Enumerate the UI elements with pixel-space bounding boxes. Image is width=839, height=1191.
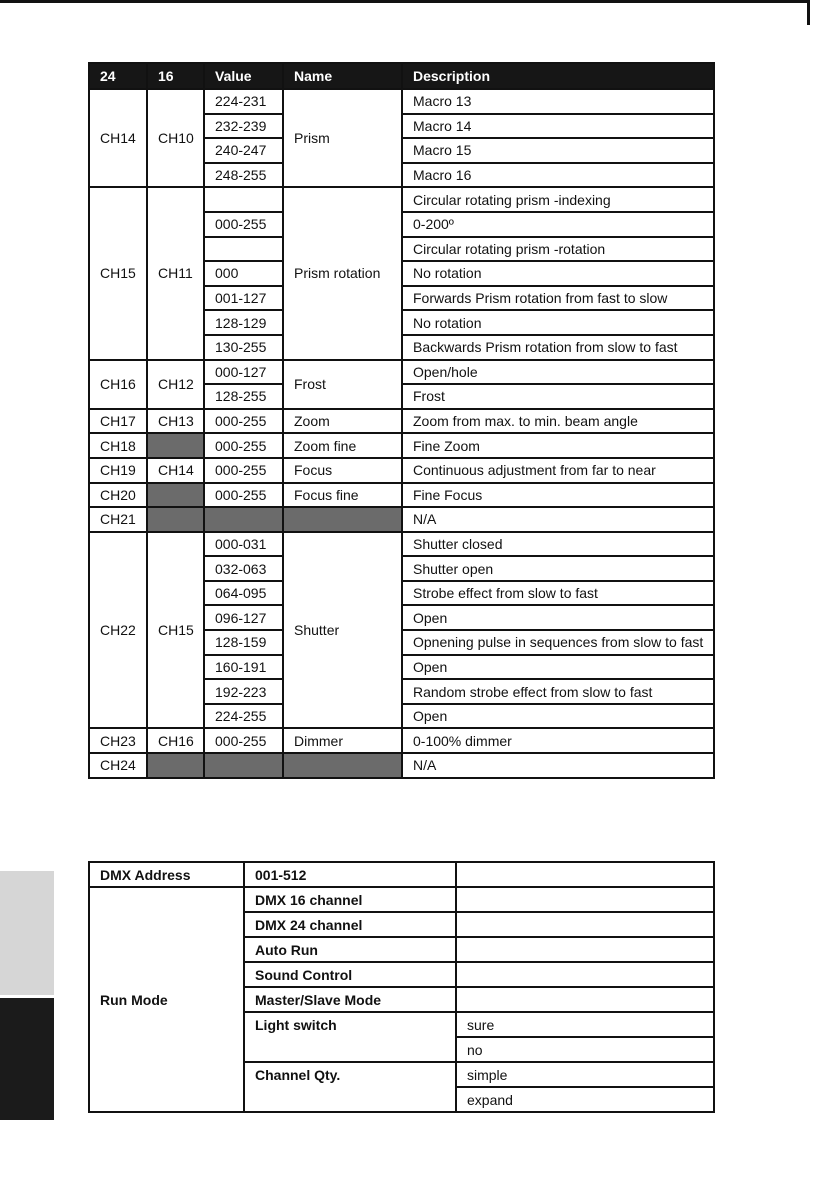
dmx-channel-table [88,62,715,779]
value-cell: 232-239 [204,114,283,139]
side-tab-dark [0,998,54,1120]
description-cell: Zoom from max. to min. beam angle [402,409,714,434]
table-row [89,458,714,483]
empty-cell [456,987,714,1012]
value-cell [204,507,283,532]
empty-cell [456,962,714,987]
channel-table-body [89,89,714,778]
description-cell: Fine Zoom [402,433,714,458]
value-cell: 000-255 [204,409,283,434]
description-cell: Backwards Prism rotation from slow to fast [402,335,714,360]
run-mode-dmx24: DMX 24 channel [244,912,456,937]
description-cell: Macro 16 [402,163,714,188]
description-cell: Circular rotating prism -rotation [402,237,714,262]
channel-16-cell [147,507,204,532]
description-cell: Random strobe effect from slow to fast [402,679,714,704]
empty-cell [456,912,714,937]
table-row [89,532,714,557]
run-mode-master-slave: Master/Slave Mode [244,987,456,1012]
table-row [89,753,714,778]
name-cell: Focus fine [283,483,402,508]
table-row [89,728,714,753]
empty-cell [456,862,714,887]
table-row [89,187,714,212]
value-cell: 000-255 [204,433,283,458]
value-cell: 032-063 [204,556,283,581]
table-row [89,409,714,434]
description-cell: Macro 14 [402,114,714,139]
description-cell: Frost [402,384,714,409]
run-mode-label: Run Mode [89,887,244,1112]
table-row [89,507,714,532]
description-cell: N/A [402,753,714,778]
description-cell: 0-100% dimmer [402,728,714,753]
side-tab-light [0,871,54,995]
value-cell: 160-191 [204,655,283,680]
channel-16-cell [147,483,204,508]
channel-24-cell: CH22 [89,532,147,729]
light-switch-label: Light switch [244,1012,456,1062]
channel-qty-option-simple: simple [456,1062,714,1087]
name-cell [283,507,402,532]
table-row [89,89,714,114]
channel-qty-label: Channel Qty. [244,1062,456,1112]
run-mode-sound-control: Sound Control [244,962,456,987]
run-mode-dmx16: DMX 16 channel [244,887,456,912]
value-cell: 248-255 [204,163,283,188]
value-cell [204,187,283,212]
run-mode-auto-run: Auto Run [244,937,456,962]
empty-cell [456,887,714,912]
name-cell: Prism [283,89,402,187]
value-cell: 000-127 [204,360,283,385]
settings-row [89,887,714,912]
header-value: Value [204,63,283,89]
description-cell: N/A [402,507,714,532]
channel-24-cell: CH16 [89,360,147,409]
value-cell: 130-255 [204,335,283,360]
channel-16-cell [147,433,204,458]
channel-24-cell: CH20 [89,483,147,508]
description-cell: 0-200º [402,212,714,237]
value-cell: 000 [204,261,283,286]
top-corner-mark [807,0,810,25]
header-24-channel: 24 [89,63,147,89]
channel-24-cell: CH17 [89,409,147,434]
value-cell: 000-255 [204,728,283,753]
value-cell: 128-255 [204,384,283,409]
value-cell: 224-231 [204,89,283,114]
channel-24-cell: CH21 [89,507,147,532]
top-rule [0,0,807,3]
table-row [89,433,714,458]
header-description: Description [402,63,714,89]
header-16-channel: 16 [147,63,204,89]
value-cell: 128-129 [204,310,283,335]
channel-16-cell: CH14 [147,458,204,483]
name-cell: Focus [283,458,402,483]
channel-16-cell: CH10 [147,89,204,187]
description-cell: Shutter closed [402,532,714,557]
dmx-address-label: DMX Address [89,862,244,887]
name-cell: Zoom [283,409,402,434]
value-cell: 001-127 [204,286,283,311]
value-cell: 000-031 [204,532,283,557]
value-cell: 240-247 [204,138,283,163]
value-cell: 064-095 [204,581,283,606]
light-switch-option-sure: sure [456,1012,714,1037]
channel-16-cell: CH11 [147,187,204,359]
name-cell: Shutter [283,532,402,729]
channel-24-cell: CH19 [89,458,147,483]
value-cell: 000-255 [204,458,283,483]
description-cell: Opnening pulse in sequences from slow to fast [402,630,714,655]
value-cell: 000-255 [204,483,283,508]
name-cell [283,753,402,778]
name-cell: Prism rotation [283,187,402,359]
channel-24-cell: CH23 [89,728,147,753]
description-cell: Open [402,605,714,630]
description-cell: Continuous adjustment from far to near [402,458,714,483]
channel-24-cell: CH14 [89,89,147,187]
description-cell: Macro 13 [402,89,714,114]
empty-cell [456,937,714,962]
description-cell: Circular rotating prism -indexing [402,187,714,212]
description-cell: No rotation [402,310,714,335]
description-cell: Fine Focus [402,483,714,508]
description-cell: Open/hole [402,360,714,385]
settings-row-dmx-address [89,862,714,887]
table-row [89,483,714,508]
channel-16-cell: CH12 [147,360,204,409]
table-row [89,360,714,385]
value-cell: 128-159 [204,630,283,655]
channel-24-cell: CH15 [89,187,147,359]
name-cell: Frost [283,360,402,409]
channel-qty-option-expand: expand [456,1087,714,1112]
channel-24-cell: CH24 [89,753,147,778]
description-cell: Strobe effect from slow to fast [402,581,714,606]
description-cell: Open [402,655,714,680]
channel-16-cell [147,753,204,778]
description-cell: No rotation [402,261,714,286]
value-cell: 192-223 [204,679,283,704]
channel-16-cell: CH15 [147,532,204,729]
value-cell [204,753,283,778]
settings-table [88,861,715,1113]
header-name: Name [283,63,402,89]
value-cell [204,237,283,262]
description-cell: Shutter open [402,556,714,581]
name-cell: Zoom fine [283,433,402,458]
name-cell: Dimmer [283,728,402,753]
channel-16-cell: CH16 [147,728,204,753]
description-cell: Open [402,704,714,729]
value-cell: 096-127 [204,605,283,630]
channel-24-cell: CH18 [89,433,147,458]
description-cell: Forwards Prism rotation from fast to slow [402,286,714,311]
light-switch-option-no: no [456,1037,714,1062]
dmx-address-value: 001-512 [244,862,456,887]
value-cell: 000-255 [204,212,283,237]
channel-16-cell: CH13 [147,409,204,434]
value-cell: 224-255 [204,704,283,729]
description-cell: Macro 15 [402,138,714,163]
channel-table-header-row [89,63,714,89]
